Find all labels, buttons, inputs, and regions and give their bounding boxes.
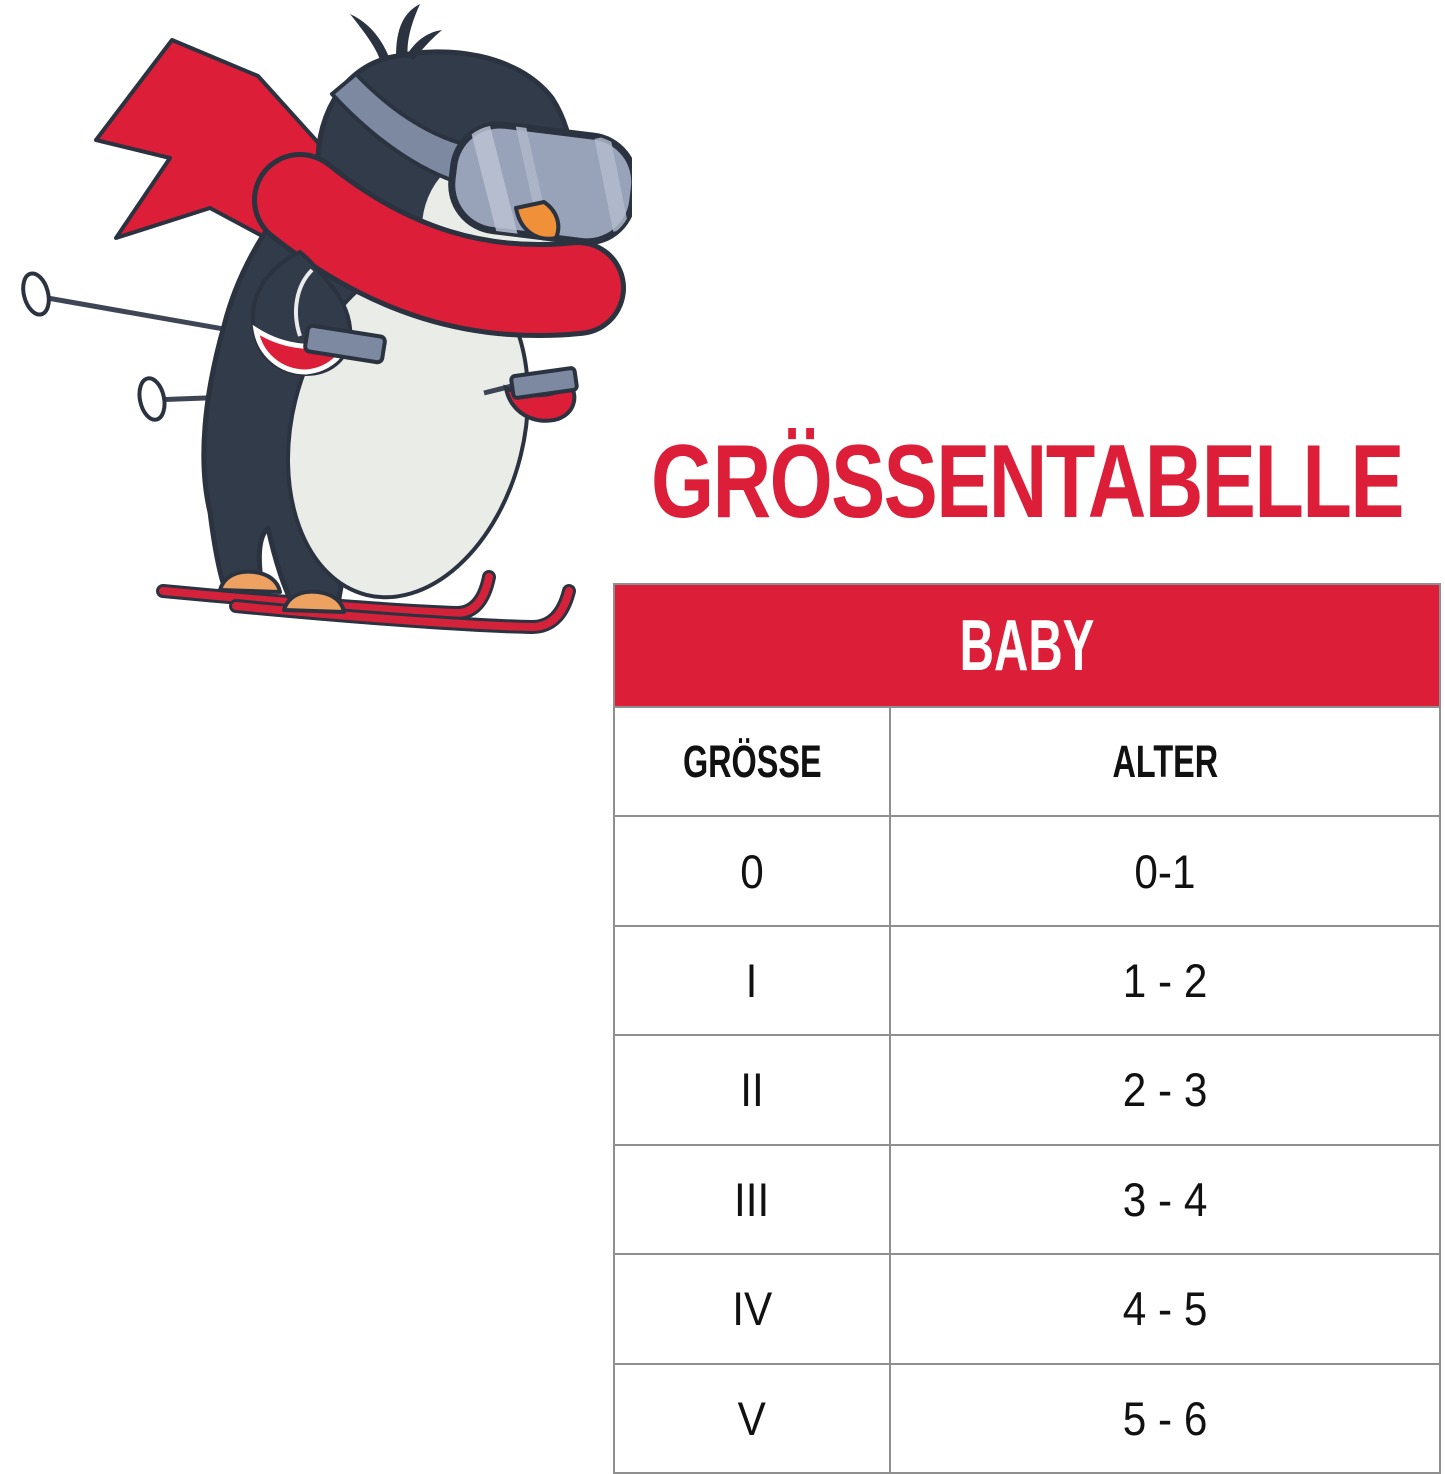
age-cell: 5 - 6 bbox=[1122, 1391, 1208, 1445]
page-title bbox=[613, 424, 1441, 540]
column-header-groesse: GRÖSSE bbox=[615, 708, 891, 815]
table-header-row bbox=[615, 706, 1439, 815]
column-header-alter: ALTER bbox=[1112, 735, 1218, 787]
table-row bbox=[615, 1144, 1439, 1253]
table-row bbox=[615, 925, 1439, 1034]
size-cell: IV bbox=[615, 1255, 891, 1362]
size-table bbox=[613, 583, 1441, 1474]
page-title-text: GRÖSSENTABELLE bbox=[651, 424, 1403, 540]
size-cell: 0 bbox=[615, 817, 891, 924]
age-cell: 0-1 bbox=[1134, 844, 1196, 898]
age-cell: 4 - 5 bbox=[1122, 1282, 1208, 1336]
age-cell: 3 - 4 bbox=[1122, 1172, 1208, 1226]
size-cell: II bbox=[615, 1036, 891, 1143]
table-row bbox=[615, 1253, 1439, 1362]
size-cell: V bbox=[615, 1365, 891, 1472]
size-cell: I bbox=[615, 927, 891, 1034]
table-row bbox=[615, 1363, 1439, 1472]
age-cell: 1 - 2 bbox=[1122, 954, 1208, 1008]
table-row bbox=[615, 1034, 1439, 1143]
age-cell: 2 - 3 bbox=[1122, 1063, 1208, 1117]
hair-tuft bbox=[350, 14, 390, 60]
table-group-header: BABY bbox=[615, 585, 1439, 706]
skiing-penguin-illustration bbox=[0, 0, 632, 652]
size-table-grid bbox=[615, 706, 1439, 1472]
table-row bbox=[615, 815, 1439, 924]
size-cell: III bbox=[615, 1146, 891, 1253]
